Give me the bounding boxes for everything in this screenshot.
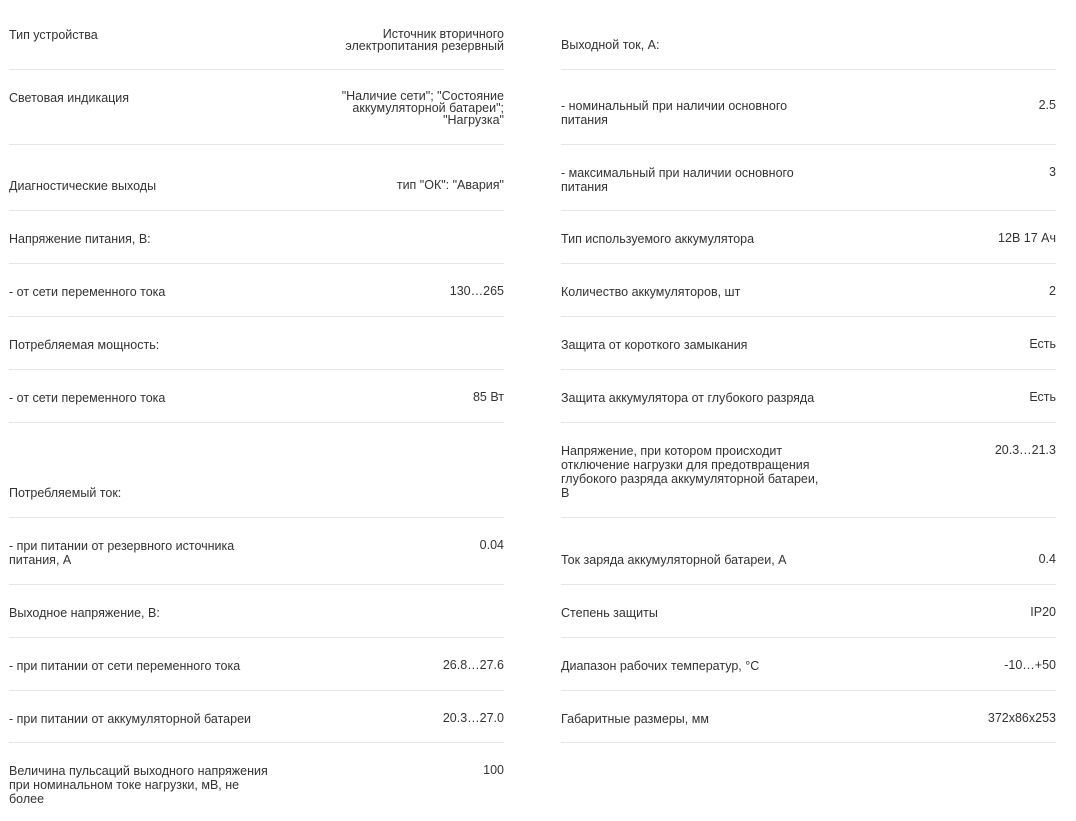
spec-label: Световая индикация <box>9 91 130 105</box>
spec-table-right <box>561 17 1056 743</box>
spec-row-charge-current <box>561 518 1056 585</box>
spec-row-temperature-range <box>561 638 1056 691</box>
spec-row-cutoff-voltage <box>561 423 1056 518</box>
spec-label: - номинальный при наличии основного питания <box>561 99 788 127</box>
spec-label: - максимальный при наличии основного питания <box>561 166 794 194</box>
spec-label: Диапазон рабочих температур, °С <box>561 659 760 673</box>
spec-row-dimensions <box>561 691 1056 743</box>
spec-value: 3 <box>1049 165 1056 179</box>
spec-row-short-circuit <box>561 317 1056 370</box>
spec-value: Есть <box>1029 337 1056 351</box>
spec-value: IP20 <box>1030 605 1056 619</box>
spec-label: Величина пульсаций выходного напряжения при номинальном токе нагрузки, мВ, не более <box>9 764 268 806</box>
spec-label: Защита от короткого замыкания <box>561 338 748 352</box>
spec-label: Потребляемая мощность: <box>9 338 160 352</box>
spec-label: Напряжение питания, В: <box>9 232 151 246</box>
spec-row-light-indication <box>9 70 504 145</box>
spec-label: Диагностические выходы <box>9 179 157 193</box>
spec-label: - от сети переменного тока <box>9 391 166 405</box>
spec-value: 85 Вт <box>472 390 504 404</box>
spec-row-deep-discharge <box>561 370 1056 423</box>
spec-value: Есть <box>1029 390 1056 404</box>
spec-label: Ток заряда аккумуляторной батареи, А <box>561 553 787 567</box>
spec-row-battery-count <box>561 264 1056 317</box>
spec-row-device-type <box>9 17 504 70</box>
spec-label: - при питании от сети переменного тока <box>9 659 241 673</box>
spec-label: - при питании от аккумуляторной батареи <box>9 712 251 726</box>
spec-label: Тип устройства <box>9 28 98 42</box>
spec-value: 26.8…27.6 <box>442 658 504 672</box>
spec-row-power-consumption <box>9 317 504 370</box>
spec-value: 12В 17 Ач <box>998 231 1056 245</box>
spec-value: 372x86x253 <box>987 711 1056 725</box>
spec-row-current-consumption <box>9 423 504 518</box>
spec-row-power-ac <box>9 370 504 423</box>
spec-label: Выходной ток, А: <box>561 38 660 52</box>
spec-row-output-current <box>561 17 1056 70</box>
spec-value: 100 <box>483 763 504 777</box>
spec-value: 130…265 <box>449 284 504 298</box>
spec-row-current-max <box>561 145 1056 211</box>
spec-label: Защита аккумулятора от глубокого разряда <box>561 391 815 405</box>
spec-row-output-battery <box>9 691 504 743</box>
spec-row-ripple <box>9 743 504 813</box>
spec-row-current-backup <box>9 518 504 585</box>
spec-value: -10…+50 <box>1004 658 1056 672</box>
spec-value: 20.3…21.3 <box>994 443 1056 457</box>
spec-label: Количество аккумуляторов, шт <box>561 285 741 299</box>
spec-row-current-nominal <box>561 70 1056 145</box>
spec-row-battery-type <box>561 211 1056 264</box>
spec-value: 2.5 <box>1038 98 1056 112</box>
spec-label: - от сети переменного тока <box>9 285 166 299</box>
spec-label: Выходное напряжение, В: <box>9 606 160 620</box>
spec-label: Габаритные размеры, мм <box>561 712 709 726</box>
spec-label: Степень защиты <box>561 606 658 620</box>
spec-value: Источник вторичного электропитания резервный <box>345 27 504 53</box>
spec-value: 20.3…27.0 <box>442 711 504 725</box>
spec-table-left <box>9 17 504 813</box>
spec-row-supply-ac <box>9 264 504 317</box>
spec-value: тип "ОК": "Авария" <box>396 178 504 192</box>
spec-row-diagnostic-outputs <box>9 145 504 211</box>
spec-value: "Наличие сети"; "Состояние аккумуляторной батареи"; "Нагрузка" <box>341 89 504 127</box>
spec-row-output-ac <box>9 638 504 691</box>
spec-row-output-voltage <box>9 585 504 638</box>
spec-row-supply-voltage <box>9 211 504 264</box>
spec-value: 2 <box>1049 284 1056 298</box>
spec-row-protection-class <box>561 585 1056 638</box>
spec-value: 0.04 <box>479 538 504 552</box>
spec-value: 0.4 <box>1038 552 1056 566</box>
spec-label: Тип используемого аккумулятора <box>561 232 755 246</box>
spec-label: Напряжение, при котором происходит отключение нагрузки для предотвращения глубокого разряда аккумуляторной батареи, В <box>561 444 819 500</box>
spec-label: - при питании от резервного источника питания, А <box>9 539 235 567</box>
spec-label: Потребляемый ток: <box>9 486 122 500</box>
